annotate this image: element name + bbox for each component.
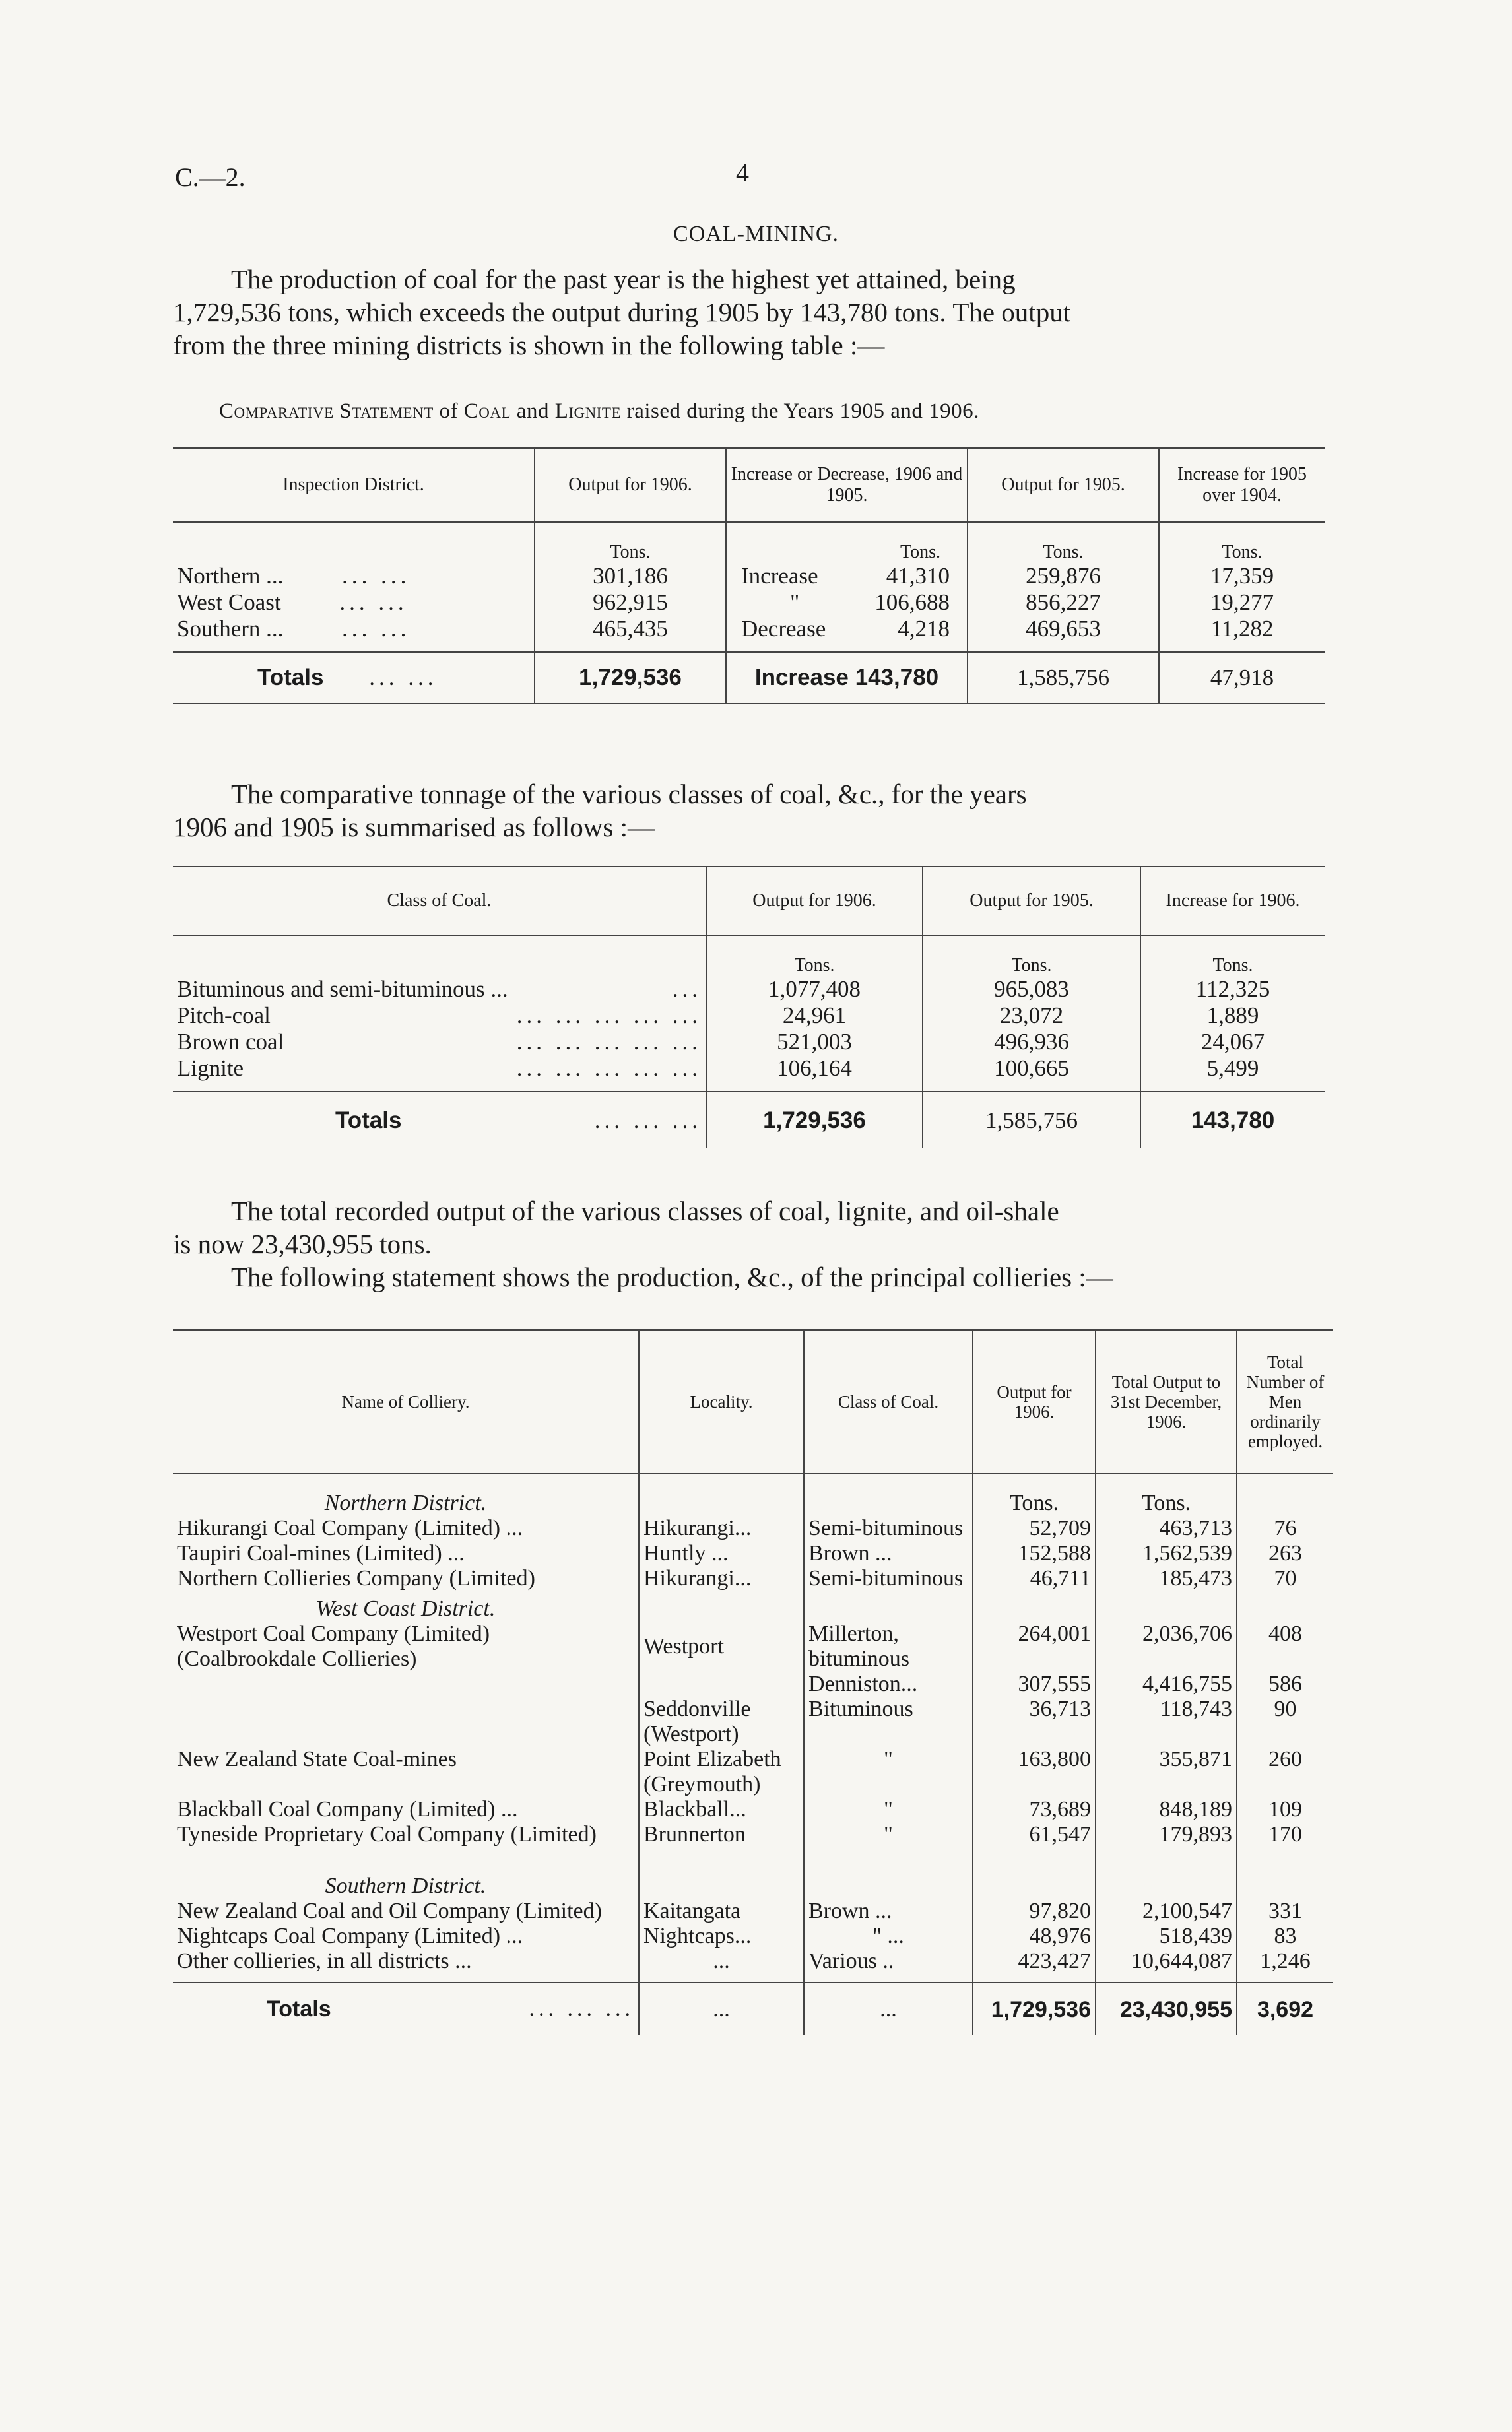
unit-label: Tons. — [726, 522, 968, 563]
unit-label: Tons. — [1159, 522, 1325, 563]
grand-total-output: 23,430,955 — [1096, 1983, 1237, 2035]
output-1906: 52,709 — [973, 1516, 1096, 1541]
coal-class: ... — [804, 1983, 973, 2035]
output-1906: 307,555 — [973, 1672, 1096, 1697]
output-1906: 48,976 — [973, 1924, 1096, 1949]
locality: Huntly ... — [639, 1541, 804, 1566]
unit-label: Tons. — [1140, 935, 1325, 976]
increase-1905: 17,359 — [1159, 563, 1325, 589]
increase-1905: 11,282 — [1159, 616, 1325, 652]
col-header: Output for 1906. — [706, 867, 923, 935]
coal-class: Semi-bituminous — [804, 1516, 973, 1541]
increase-1906: 5,499 — [1140, 1055, 1325, 1092]
col-header: Inspection District. — [282, 475, 424, 495]
increase-1906: 112,325 — [1140, 976, 1325, 1002]
locality: Seddonville (Westport) — [639, 1697, 804, 1747]
output-1906: 106,164 — [706, 1055, 923, 1092]
table-row — [173, 1899, 1333, 1924]
unit-label: Tons. — [535, 522, 726, 563]
increase-1906: 1,889 — [1140, 1002, 1325, 1029]
coal-class: Denniston... — [804, 1672, 973, 1697]
men-employed: 331 — [1237, 1899, 1333, 1924]
table-row — [173, 1672, 1333, 1697]
total-1905: 1,585,756 — [968, 652, 1159, 704]
col-header: Output for 1905. — [968, 448, 1159, 522]
col-header: Output for 1906. — [535, 448, 726, 522]
table-row: West Coast ... ... 962,915 " 106,688 856,227 19,277 — [173, 589, 1325, 616]
totals-row: Totals ... ... ... 1,729,536 1,585,756 143,780 — [173, 1092, 1325, 1148]
page-number: 4 — [736, 158, 749, 187]
men-employed: 263 — [1237, 1541, 1333, 1566]
locality: Point Elizabeth (Greymouth) — [639, 1747, 804, 1797]
col-header: Increase for 1906. — [1140, 867, 1325, 935]
table-collieries — [173, 1329, 1333, 2035]
output-1906: 1,077,408 — [706, 976, 923, 1002]
totals-label: Totals — [335, 1107, 402, 1133]
men-employed: 260 — [1237, 1747, 1333, 1797]
total-1905: 1,585,756 — [923, 1092, 1140, 1148]
locality: Hikurangi... — [639, 1566, 804, 1591]
coal-class: Brown ... — [804, 1899, 973, 1924]
men-employed: 586 — [1237, 1672, 1333, 1697]
unit-label: Tons. — [968, 522, 1159, 563]
colliery-name: Other collieries, in all districts ... — [177, 1949, 472, 1973]
col-header: Output for 1905. — [923, 867, 1140, 935]
coal-class: Brown coal — [177, 1029, 284, 1055]
change-word: " — [790, 589, 800, 615]
colliery-name — [173, 1697, 639, 1747]
colliery-name: New Zealand Coal and Oil Company (Limited) — [177, 1899, 602, 1923]
locality — [639, 1672, 804, 1697]
total-increase: 143,780 — [1140, 1092, 1325, 1148]
section-title: COAL-MINING. — [673, 222, 839, 246]
para-line: is now 23,430,955 tons. — [173, 1229, 432, 1259]
colliery-name: New Zealand State Coal-mines — [177, 1747, 457, 1771]
caption-word: raised during the Years 1905 and 1906. — [626, 399, 979, 423]
coal-class: " — [804, 1797, 973, 1822]
intro-paragraph — [173, 263, 1334, 362]
table-row: Lignite ... ... ... ... ... 106,164 100,665 5,499 — [173, 1055, 1325, 1092]
para-line: The total recorded output of the various classes of coal, lignite, and oil-shale — [231, 1196, 1059, 1226]
locality: Blackball... — [639, 1797, 804, 1822]
table-row — [173, 1822, 1333, 1847]
output-1905: 496,936 — [923, 1029, 1140, 1055]
colliery-name: Hikurangi Coal Company (Limited) ... — [177, 1516, 523, 1540]
table-row: Southern ... ... ... 465,435 Decrease 4,218 469,653 11,282 — [173, 616, 1325, 652]
locality: Hikurangi... — [639, 1516, 804, 1541]
totals-row: Totals ... ... ... ... ... 1,729,536 23,430,955 3,692 — [173, 1983, 1333, 2035]
total-output: 118,743 — [1096, 1697, 1237, 1747]
men-employed: 76 — [1237, 1516, 1333, 1541]
locality: Nightcaps... — [639, 1924, 804, 1949]
output-1905: 100,665 — [923, 1055, 1140, 1092]
unit-label: Tons. — [923, 935, 1140, 976]
men-employed: 170 — [1237, 1822, 1333, 1847]
caption-word: Comparative Statement — [219, 399, 434, 423]
total-output: 179,893 — [1096, 1822, 1237, 1847]
output-1906: 465,435 — [535, 616, 726, 652]
colliery-name: Blackball Coal Company (Limited) ... — [177, 1797, 518, 1822]
coal-class: Various .. — [804, 1949, 973, 1983]
total-output: 463,713 — [1096, 1516, 1237, 1541]
total-1906: 1,729,536 — [973, 1983, 1096, 2035]
para-line: The following statement shows the production, &c., of the principal collieries :— — [231, 1262, 1113, 1292]
output-1905: 23,072 — [923, 1002, 1140, 1029]
table-row — [173, 1747, 1333, 1797]
output-1906: 97,820 — [973, 1899, 1096, 1924]
colliery-name — [173, 1672, 639, 1697]
unit-label: Tons. — [1096, 1474, 1237, 1516]
caption-word: of — [439, 399, 459, 423]
intro-line: from the three mining districts is shown in the following table :— — [173, 330, 885, 360]
locality: Westport — [639, 1622, 804, 1672]
table-coal-classes — [173, 866, 1325, 1148]
change-value: 106,688 — [874, 589, 950, 615]
col-header: Total Output to 31st December, 1906. — [1096, 1330, 1237, 1474]
colliery-name: Northern Collieries Company (Limited) — [177, 1566, 535, 1591]
table-district-output — [173, 447, 1325, 704]
men-employed: 70 — [1237, 1566, 1333, 1591]
total-output: 1,562,539 — [1096, 1541, 1237, 1566]
district-name: West Coast — [177, 589, 281, 615]
caption-word: Lignite — [554, 399, 621, 423]
table-row — [173, 1697, 1333, 1747]
men-employed: 109 — [1237, 1797, 1333, 1822]
coal-class: Lignite — [177, 1055, 244, 1081]
caption-word: and — [516, 399, 549, 423]
col-header: Name of Colliery. — [341, 1392, 470, 1412]
unit-label: Tons. — [706, 935, 923, 976]
men-employed: 90 — [1237, 1697, 1333, 1747]
output-1906: 73,689 — [973, 1797, 1096, 1822]
output-1906: 521,003 — [706, 1029, 923, 1055]
table-row: Brown coal ... ... ... ... ... 521,003 496,936 24,067 — [173, 1029, 1325, 1055]
col-header: Locality. — [639, 1330, 804, 1474]
total-output: 2,036,706 — [1096, 1622, 1237, 1672]
table-row — [173, 1541, 1333, 1566]
district-heading: Northern District. — [324, 1491, 487, 1515]
table-row — [173, 1622, 1333, 1672]
totals-label: Totals — [257, 665, 324, 690]
intro-line: The production of coal for the past year is the highest yet attained, being — [231, 264, 1016, 294]
totals-row: Totals ... ... 1,729,536 Increase 143,780 1,585,756 47,918 — [173, 652, 1325, 704]
colliery-name: Taupiri Coal-mines (Limited) ... — [177, 1541, 465, 1565]
total-output: 4,416,755 — [1096, 1672, 1237, 1697]
table-row — [173, 1516, 1333, 1541]
total-output: 518,439 — [1096, 1924, 1237, 1949]
caption-word: Coal — [463, 399, 511, 423]
output-1905: 965,083 — [923, 976, 1140, 1002]
col-header: Increase for 1905 over 1904. — [1159, 448, 1325, 522]
col-header: Increase or Decrease, 1906 and 1905. — [726, 448, 968, 522]
coal-class: Bituminous and semi-bituminous ... — [177, 976, 508, 1002]
total-1906: 1,729,536 — [535, 652, 726, 704]
coal-class: " — [804, 1822, 973, 1847]
total-output: 185,473 — [1096, 1566, 1237, 1591]
coal-class: Millerton, bituminous — [804, 1622, 973, 1672]
table-row — [173, 1566, 1333, 1591]
coal-class: Semi-bituminous — [804, 1566, 973, 1591]
output-1905: 856,227 — [968, 589, 1159, 616]
report-code: C.—2. — [175, 162, 246, 192]
district-heading: Southern District. — [325, 1874, 486, 1898]
colliery-name: Westport Coal Company (Limited) (Coalbrookdale Collieries) — [177, 1622, 490, 1671]
output-1905: 259,876 — [968, 563, 1159, 589]
total-output: 2,100,547 — [1096, 1899, 1237, 1924]
output-1906: 152,588 — [973, 1541, 1096, 1566]
table-row — [173, 1797, 1333, 1822]
total-output: 355,871 — [1096, 1747, 1237, 1797]
colliery-name: Nightcaps Coal Company (Limited) ... — [177, 1924, 523, 1948]
para-line: 1906 and 1905 is summarised as follows :— — [173, 812, 655, 842]
table-row — [173, 1924, 1333, 1949]
output-1906: 962,915 — [535, 589, 726, 616]
col-header: Class of Coal. — [387, 890, 492, 911]
output-1906: 423,427 — [973, 1949, 1096, 1983]
district-name: Northern ... — [177, 563, 284, 589]
totals-label: Totals — [267, 1996, 331, 2021]
total-increase: 47,918 — [1159, 652, 1325, 704]
intro-line: 1,729,536 tons, which exceeds the output during 1905 by 143,780 tons. The output — [173, 297, 1071, 327]
table-row: Pitch-coal ... ... ... ... ... 24,961 23,072 1,889 — [173, 1002, 1325, 1029]
locality: ... — [639, 1949, 804, 1983]
locality: ... — [639, 1983, 804, 2035]
district-name: Southern ... — [177, 616, 284, 641]
total-1906: 1,729,536 — [706, 1092, 923, 1148]
total-output: 848,189 — [1096, 1797, 1237, 1822]
total-output: 10,644,087 — [1096, 1949, 1237, 1983]
output-1906: 163,800 — [973, 1747, 1096, 1797]
unit-label: Tons. — [973, 1474, 1096, 1516]
output-1906: 46,711 — [973, 1566, 1096, 1591]
col-header: Class of Coal. — [804, 1330, 973, 1474]
men-employed: 1,246 — [1237, 1949, 1333, 1983]
collieries-paragraph — [173, 1195, 1334, 1294]
total-men: 3,692 — [1237, 1983, 1333, 2035]
locality: Brunnerton — [639, 1822, 804, 1847]
output-1906: 264,001 — [973, 1622, 1096, 1672]
table-row: Northern ... ... ... 301,186 Increase 41,310 259,876 17,359 — [173, 563, 1325, 589]
output-1906: 24,961 — [706, 1002, 923, 1029]
coal-class: Pitch-coal — [177, 1002, 271, 1028]
coal-class: Brown ... — [804, 1541, 973, 1566]
table1-caption — [219, 399, 979, 424]
table-row: Bituminous and semi-bituminous ... ... 1,077,408 965,083 112,325 — [173, 976, 1325, 1002]
change-value: 4,218 — [898, 616, 950, 641]
men-employed: 408 — [1237, 1622, 1333, 1672]
district-heading: West Coast District. — [315, 1596, 496, 1621]
locality: Kaitangata — [639, 1899, 804, 1924]
colliery-name: Tyneside Proprietary Coal Company (Limited) — [177, 1822, 597, 1847]
col-header: Output for 1906. — [973, 1330, 1096, 1474]
increase-1905: 19,277 — [1159, 589, 1325, 616]
table-row — [173, 1949, 1333, 1983]
coal-class: " ... — [804, 1924, 973, 1949]
para-line: The comparative tonnage of the various classes of coal, &c., for the years — [231, 779, 1027, 809]
output-1906: 36,713 — [973, 1697, 1096, 1747]
output-1906: 301,186 — [535, 563, 726, 589]
coal-class: Bituminous — [804, 1697, 973, 1747]
men-employed: 83 — [1237, 1924, 1333, 1949]
change-word: Increase — [741, 563, 818, 589]
coal-class: " — [804, 1747, 973, 1797]
change-word: Decrease — [741, 616, 826, 641]
col-header: Total Number of Men ordinarily employed. — [1237, 1330, 1333, 1474]
increase-1906: 24,067 — [1140, 1029, 1325, 1055]
output-1906: 61,547 — [973, 1822, 1096, 1847]
comparative-paragraph — [173, 777, 1334, 843]
output-1905: 469,653 — [968, 616, 1159, 652]
change-value: 41,310 — [886, 563, 950, 589]
total-change: Increase 143,780 — [726, 652, 968, 704]
